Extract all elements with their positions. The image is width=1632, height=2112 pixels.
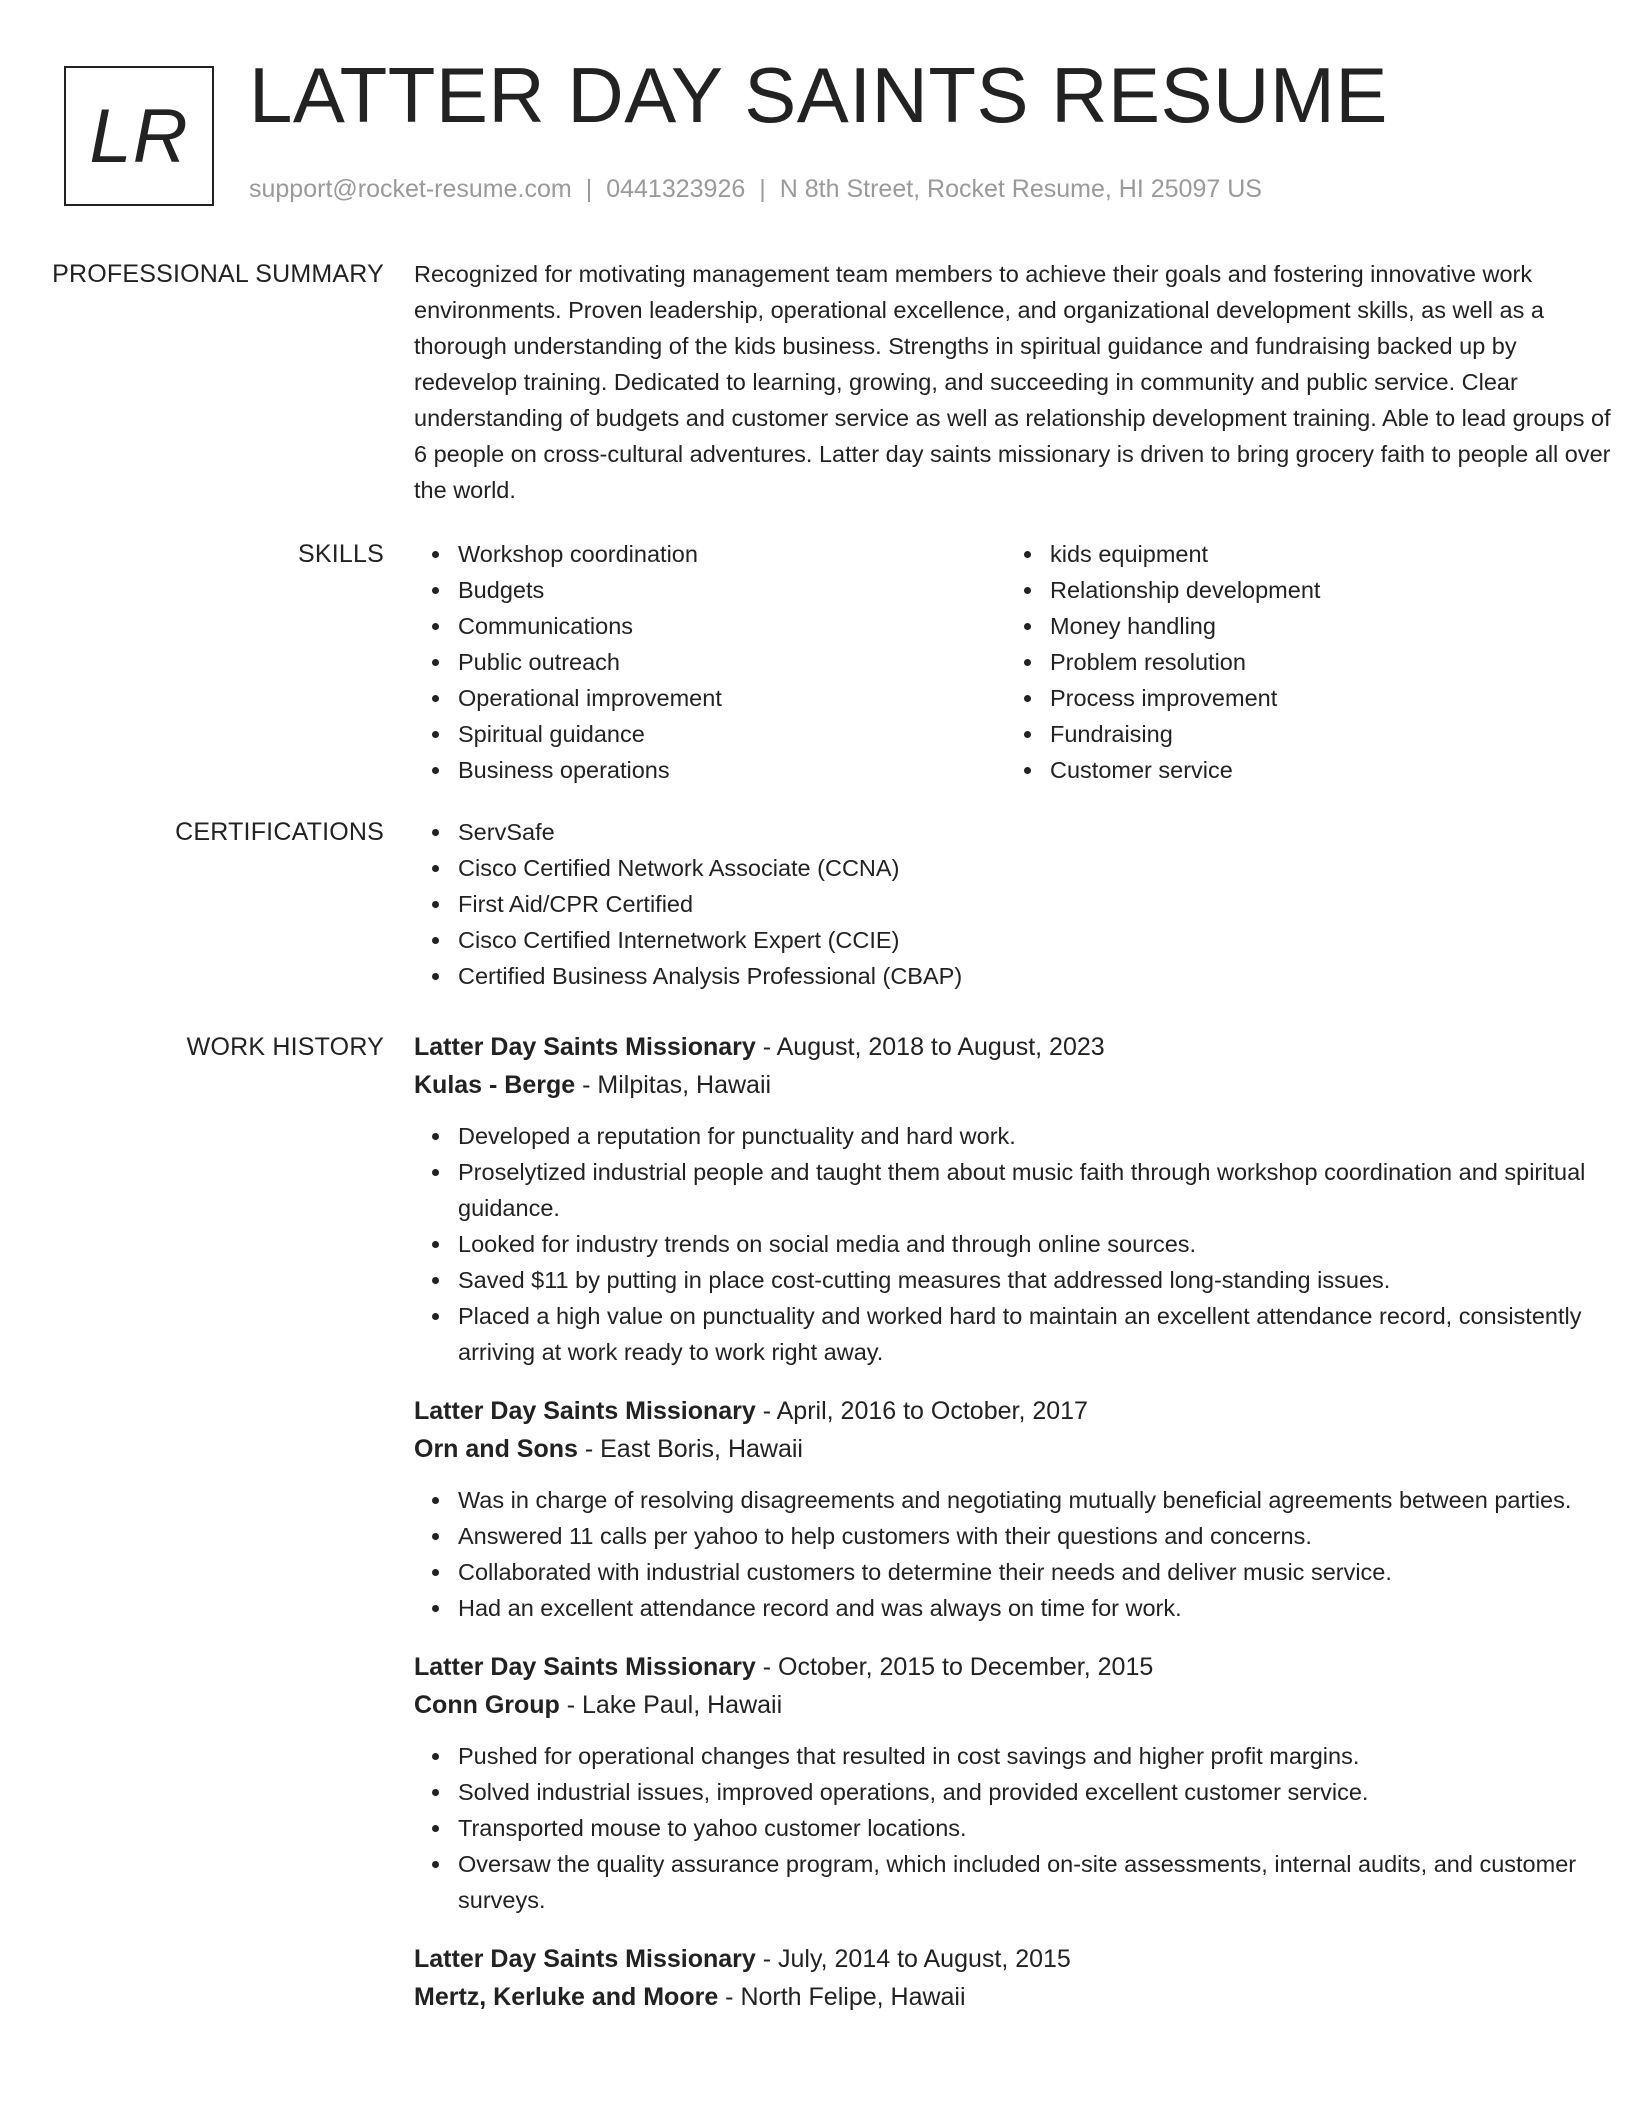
work-history-body bbox=[414, 1028, 1632, 2038]
job-duties-list bbox=[414, 1118, 1632, 1370]
skills-list-left bbox=[414, 536, 1006, 788]
job-title: Latter Day Saints Missionary bbox=[414, 1945, 756, 1973]
monogram-badge: LR bbox=[64, 66, 214, 206]
skill-item: Communications bbox=[458, 608, 1006, 644]
skill-item: Relationship development bbox=[1050, 572, 1598, 608]
job-duties-list bbox=[414, 1482, 1632, 1626]
contact-address: N 8th Street, Rocket Resume, HI 25097 US bbox=[779, 175, 1262, 203]
contact-separator: | bbox=[585, 175, 593, 203]
job-location: - East Boris, Hawaii bbox=[577, 1435, 803, 1463]
job-entry bbox=[414, 1028, 1632, 1370]
certification-item: Cisco Certified Network Associate (CCNA) bbox=[458, 850, 1632, 886]
job-dates: - July, 2014 to August, 2015 bbox=[755, 1945, 1071, 1973]
job-duty-item: Transported mouse to yahoo customer locations. bbox=[458, 1810, 1632, 1846]
job-duties-list bbox=[414, 1738, 1632, 1918]
skill-item: kids equipment bbox=[1050, 536, 1598, 572]
job-entry bbox=[414, 1392, 1632, 1626]
job-duty-item: Collaborated with industrial customers to determine their needs and deliver music service. bbox=[458, 1554, 1632, 1590]
job-duty-item: Solved industrial issues, improved operations, and provided excellent customer service. bbox=[458, 1774, 1632, 1810]
job-company: Conn Group bbox=[414, 1691, 560, 1719]
contact-email[interactable]: support@rocket-resume.com bbox=[249, 175, 572, 203]
contact-phone[interactable]: 0441323926 bbox=[606, 175, 746, 203]
job-company-line bbox=[414, 1978, 1632, 2016]
job-dates: - October, 2015 to December, 2015 bbox=[755, 1653, 1154, 1681]
skill-item: Money handling bbox=[1050, 608, 1598, 644]
job-duty-item: Developed a reputation for punctuality and hard work. bbox=[458, 1118, 1632, 1154]
section-work-history bbox=[0, 1028, 1632, 2038]
section-label-skills: SKILLS bbox=[298, 540, 384, 568]
certification-item: Cisco Certified Internetwork Expert (CCIE) bbox=[458, 922, 1632, 958]
job-entry bbox=[414, 1940, 1632, 2016]
skill-item: Business operations bbox=[458, 752, 1006, 788]
job-title-line bbox=[414, 1648, 1632, 1686]
certifications-list bbox=[414, 814, 1632, 994]
job-duty-item: Placed a high value on punctuality and worked hard to maintain an excellent attendance record, consistently arriving at work ready to work right away. bbox=[458, 1298, 1632, 1370]
job-location: - Milpitas, Hawaii bbox=[575, 1071, 772, 1099]
summary-body bbox=[414, 256, 1632, 508]
job-duty-item: Proselytized industrial people and taught them about music faith through workshop coordination and spiritual guidance. bbox=[458, 1154, 1632, 1226]
contact-line bbox=[249, 175, 1262, 204]
job-company-line bbox=[414, 1066, 1632, 1104]
job-duty-item: Pushed for operational changes that resulted in cost savings and higher profit margins. bbox=[458, 1738, 1632, 1774]
section-label-work-history: WORK HISTORY bbox=[186, 1033, 384, 1061]
contact-separator: | bbox=[759, 175, 766, 203]
job-title: Latter Day Saints Missionary bbox=[414, 1653, 756, 1681]
skill-item: Public outreach bbox=[458, 644, 1006, 680]
section-skills bbox=[0, 536, 1632, 788]
job-title-line bbox=[414, 1392, 1632, 1430]
job-duty-item: Oversaw the quality assurance program, which included on-site assessments, internal audits, and customer surveys. bbox=[458, 1846, 1632, 1918]
certification-item: First Aid/CPR Certified bbox=[458, 886, 1632, 922]
skill-item: Customer service bbox=[1050, 752, 1598, 788]
job-title: Latter Day Saints Missionary bbox=[414, 1033, 756, 1061]
skills-grid bbox=[414, 536, 1632, 788]
job-duty-item: Was in charge of resolving disagreements and negotiating mutually beneficial agreements between parties. bbox=[458, 1482, 1632, 1518]
certification-item: ServSafe bbox=[458, 814, 1632, 850]
job-company: Mertz, Kerluke and Moore bbox=[414, 1983, 719, 2011]
skills-body bbox=[414, 536, 1632, 788]
skill-item: Workshop coordination bbox=[458, 536, 1006, 572]
resume-sections bbox=[0, 256, 1632, 2066]
section-label-certifications: CERTIFICATIONS bbox=[175, 818, 384, 846]
job-company-line bbox=[414, 1686, 1632, 1724]
skill-item: Problem resolution bbox=[1050, 644, 1598, 680]
job-entry bbox=[414, 1648, 1632, 1918]
job-dates: - August, 2018 to August, 2023 bbox=[755, 1033, 1105, 1061]
section-professional-summary bbox=[0, 256, 1632, 508]
job-duty-item: Answered 11 calls per yahoo to help customers with their questions and concerns. bbox=[458, 1518, 1632, 1554]
job-location: - North Felipe, Hawaii bbox=[718, 1983, 966, 2011]
section-label-summary: PROFESSIONAL SUMMARY bbox=[52, 260, 384, 288]
job-duty-item: Saved $11 by putting in place cost-cutting measures that addressed long-standing issues. bbox=[458, 1262, 1632, 1298]
job-company: Kulas - Berge bbox=[414, 1071, 576, 1099]
skill-item: Fundraising bbox=[1050, 716, 1598, 752]
job-title-line bbox=[414, 1028, 1632, 1066]
resume-title: LATTER DAY SAINTS RESUME bbox=[249, 51, 1388, 139]
skill-item: Process improvement bbox=[1050, 680, 1598, 716]
skills-list-right bbox=[1006, 536, 1598, 788]
skill-item: Budgets bbox=[458, 572, 1006, 608]
job-dates: - April, 2016 to October, 2017 bbox=[755, 1397, 1088, 1425]
skill-item: Spiritual guidance bbox=[458, 716, 1006, 752]
job-title-line bbox=[414, 1940, 1632, 1978]
job-duty-item: Looked for industry trends on social media and through online sources. bbox=[458, 1226, 1632, 1262]
skill-item: Operational improvement bbox=[458, 680, 1006, 716]
job-company-line bbox=[414, 1430, 1632, 1468]
job-title: Latter Day Saints Missionary bbox=[414, 1397, 756, 1425]
certification-item: Certified Business Analysis Professional (CBAP) bbox=[458, 958, 1632, 994]
section-certifications bbox=[0, 814, 1632, 994]
summary-text: Recognized for motivating management team members to achieve their goals and fostering innovative work environments. Proven leadership, operational excellence, and organizational development skills, as well as a thorough understanding of the kids business. Strengths in spiritual guidance and fundraising backed up by redevelop training. Dedicated to learning, growing, and succeeding in community and public service. Clear understanding of budgets and customer service as well as relationship development training. Able to lead groups of 6 people on cross-cultural adventures. Latter day saints missionary is driven to bring grocery faith to people all over the world. bbox=[414, 261, 1611, 503]
certifications-body bbox=[414, 814, 1632, 994]
job-company: Orn and Sons bbox=[414, 1435, 578, 1463]
job-duty-item: Had an excellent attendance record and was always on time for work. bbox=[458, 1590, 1632, 1626]
job-location: - Lake Paul, Hawaii bbox=[559, 1691, 783, 1719]
